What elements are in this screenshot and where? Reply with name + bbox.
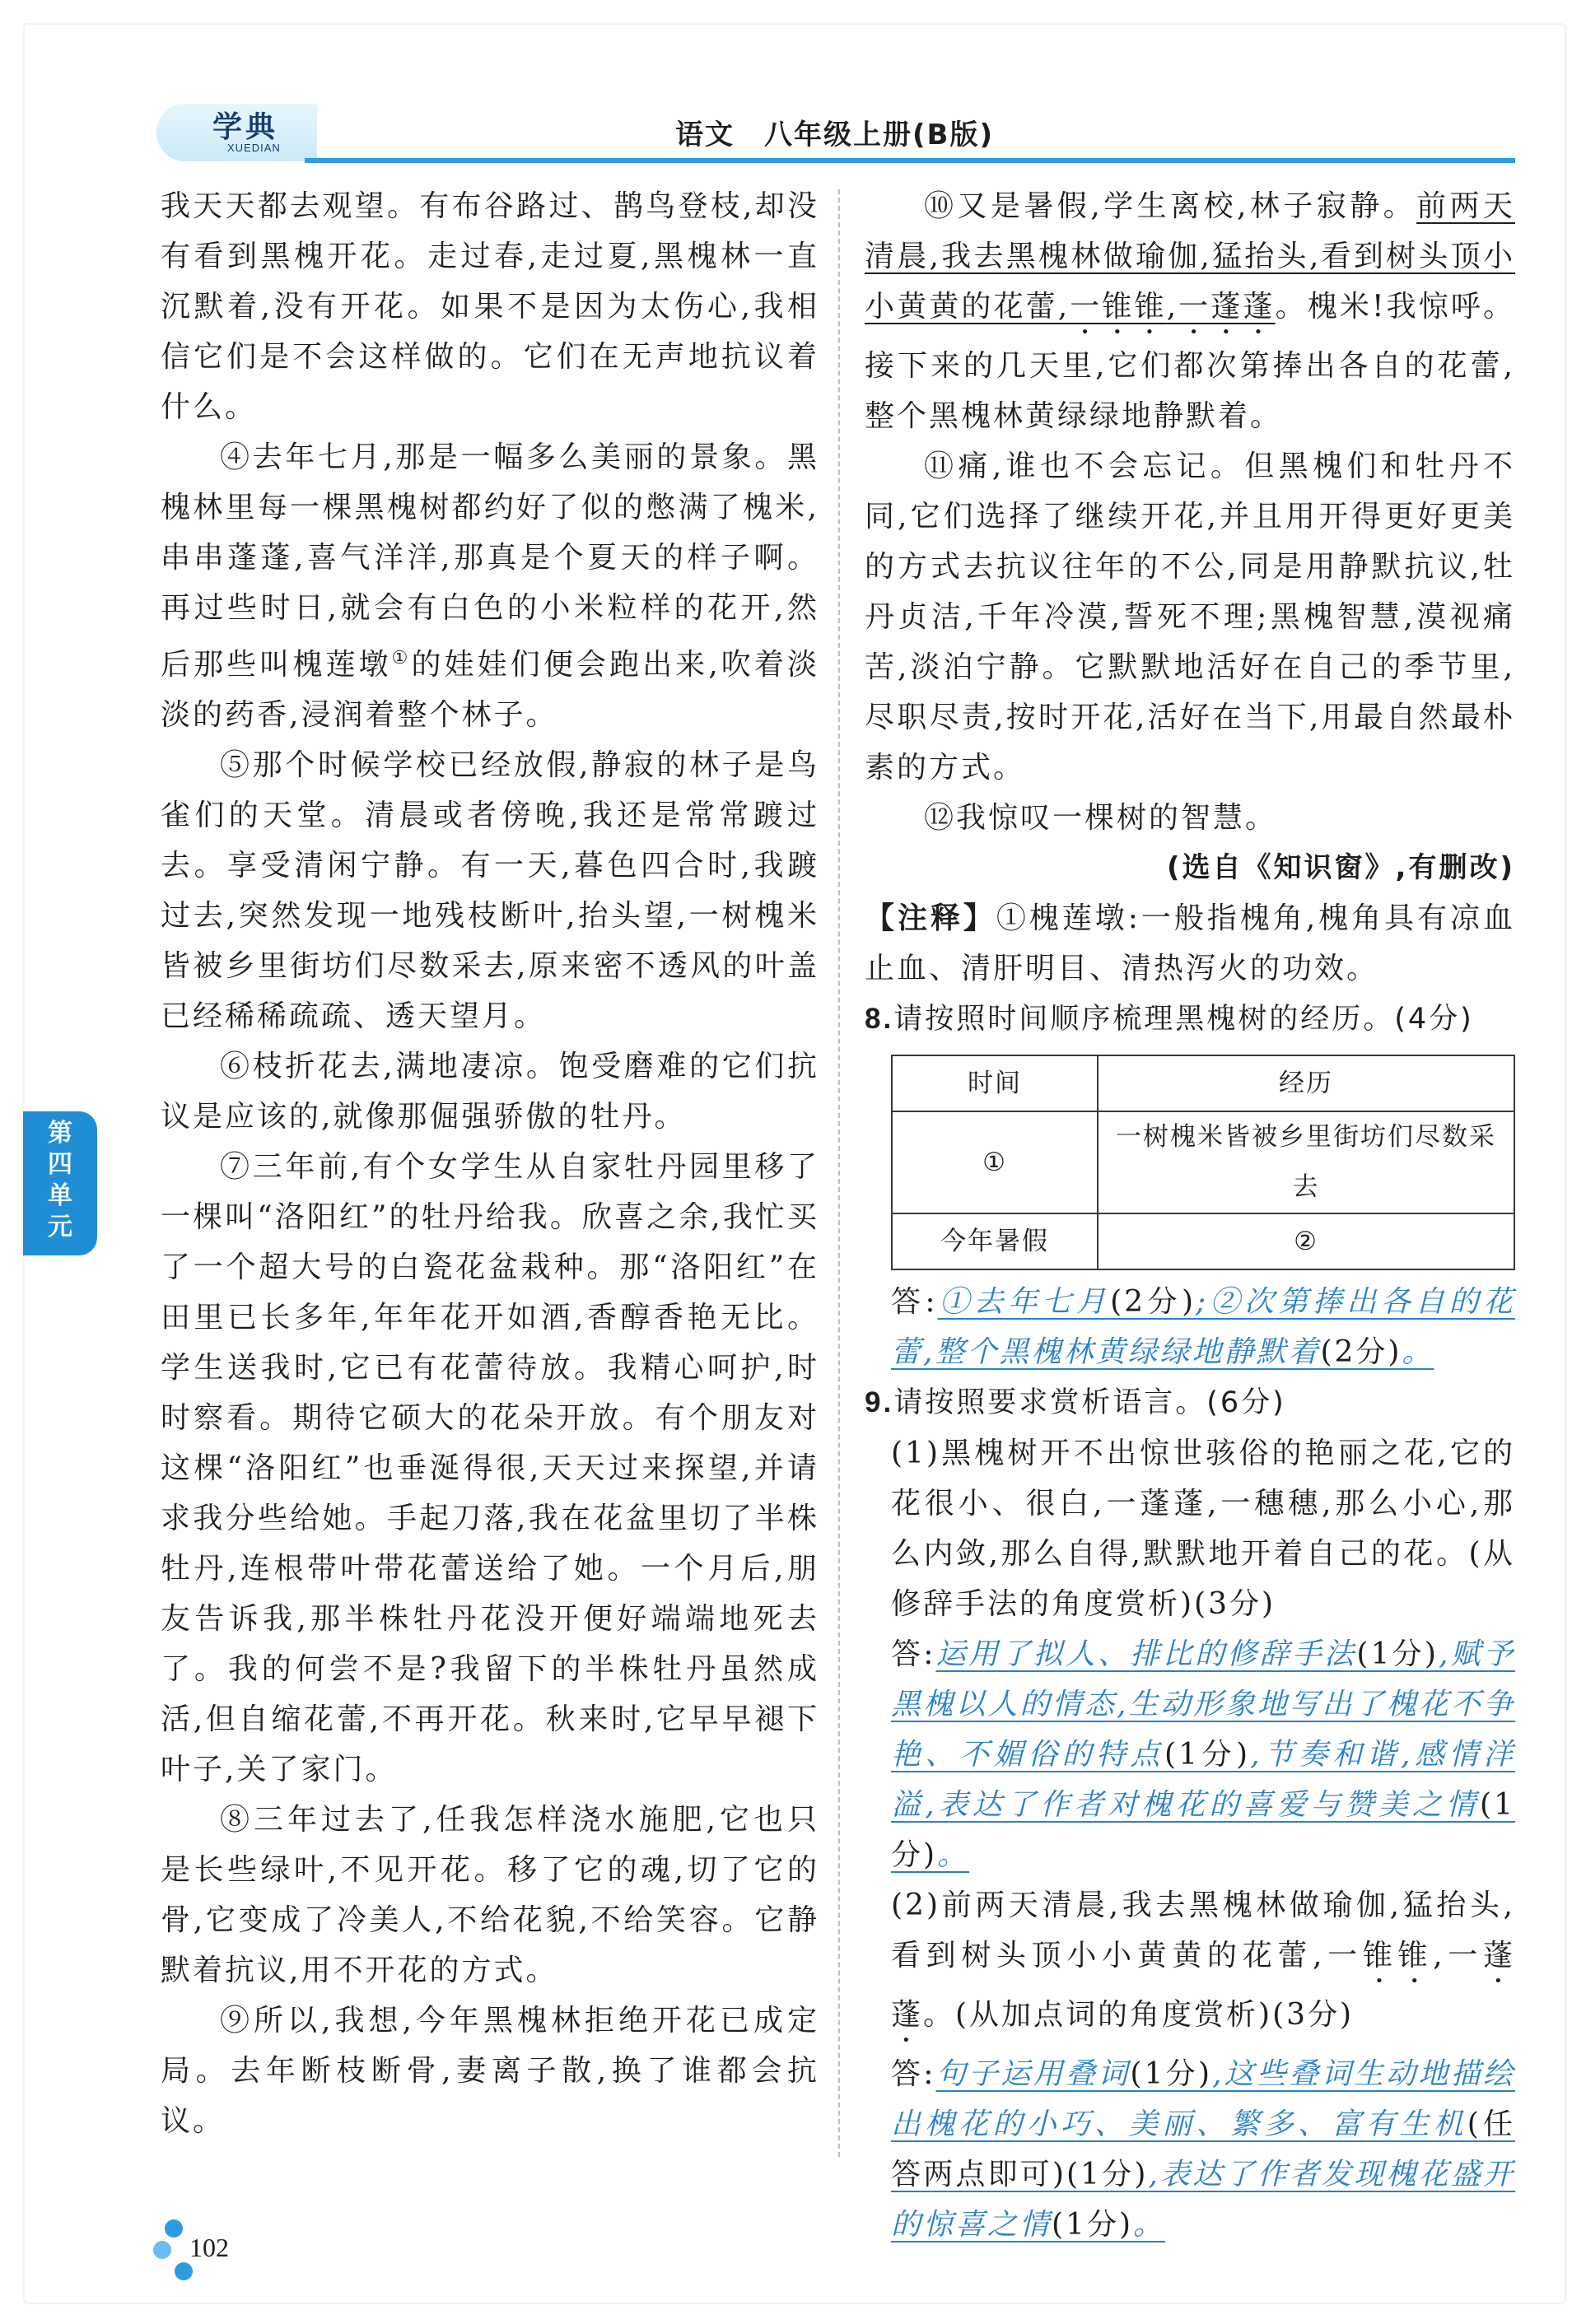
answer-score: (1分) bbox=[891, 1788, 1515, 1872]
table-cell: 今年暑假 bbox=[892, 1213, 1098, 1269]
paragraph-10-start: ⑩又是暑假,学生离校,林子寂静。 bbox=[924, 189, 1417, 223]
paragraph-6: ⑥枝折花去,满地凄凉。饱受磨难的它们抗议是应该的,就像那倔强骄傲的牡丹。 bbox=[161, 1050, 819, 1134]
answer-text: ,这些叠词生动地描绘出槐花的小巧、美丽、繁多、富有生机 bbox=[891, 2057, 1515, 2141]
paragraph-3-end: 我天天都去观望。有布谷路过、鹊鸟登枝,却没有看到黑槐开花。走过春,走过夏,黑槐林一直沉默着,没有开花。如果不是因为太伤心,我相信它们是不会这样做的。它们在无声地抗议着什么。 bbox=[161, 189, 819, 424]
page-header bbox=[156, 104, 1515, 161]
table-row bbox=[892, 1213, 1514, 1269]
answer-text: ;②次第捧出各自的花蕾,整个黑槐林黄绿绿地静默着 bbox=[891, 1285, 1515, 1369]
answer-end: 。 bbox=[937, 1838, 970, 1872]
answer-text: ,表达了作者发现槐花盛开的惊喜之情 bbox=[891, 2158, 1515, 2242]
answer-text: ,赋予黑槐以人的情态,生动形象地写出了槐花不争艳、不媚俗的特点 bbox=[891, 1637, 1515, 1772]
answer-score: (1分) bbox=[1052, 2208, 1134, 2242]
answer-end: 。 bbox=[1402, 1335, 1434, 1369]
answer-text: ,节奏和谐,感情洋溢,表达了作者对槐花的喜爱与赞美之情 bbox=[891, 1738, 1515, 1822]
answer-8 bbox=[865, 1277, 1515, 1377]
left-column bbox=[161, 181, 819, 2146]
dotted-word: 一蓬蓬 bbox=[1178, 290, 1276, 324]
right-column bbox=[865, 181, 1515, 2250]
question-9-1: (1)黑槐树开不出惊世骇俗的艳丽之花,它的花很小、很白,一蓬蓬,一穗穗,那么小心,那么内敛,那么自得,默默地开着自己的花。(从修辞手法的角度赏析)(3分) bbox=[891, 1437, 1515, 1621]
paragraph-7: ⑦三年前,有个女学生从自家牡丹园里移了一棵叫“洛阳红”的牡丹给我。欣喜之余,我忙买了一个超大号的白瓷花盆栽种。那“洛阳红”在田里已长多年,年年花开如酒,香醇香艳无比。学生送我时,它已有花蕾待放。我精心呵护,时时察看。期待它硕大的花朵开放。有个朋友对这棵“洛阳红”也垂涎得很,天天过来探望,并请求我分些给她。手起刀落,我在花盆里切了半株牡丹,连根带叶带花蕾送给了她。一个月后,朋友告诉我,那半株牡丹花没开便好端端地死去了。我的何尝不是?我留下的半株牡丹虽然成活,但自缩花蕾,不再开花。秋来时,它早早褪下叶子,关了家门。 bbox=[161, 1150, 819, 1786]
answer-score: (1分) bbox=[1164, 1738, 1251, 1772]
question-text: ,一 bbox=[1433, 1939, 1483, 1972]
question-text: 请按照要求赏析语言。(6分) bbox=[893, 1386, 1286, 1419]
comma: , bbox=[1166, 290, 1179, 324]
table-row bbox=[892, 1111, 1514, 1213]
annotation-label: 【注释】 bbox=[865, 901, 996, 935]
side-tab-char: 元 bbox=[48, 1213, 72, 1241]
question-number: 9. bbox=[865, 1386, 894, 1418]
paragraph-12: ⑫我惊叹一棵树的智慧。 bbox=[924, 801, 1278, 835]
footnote-marker: ① bbox=[391, 648, 412, 668]
answer-score: (2分) bbox=[1110, 1285, 1196, 1319]
answer-9-1 bbox=[865, 1629, 1515, 1880]
paragraph-9: ⑨所以,我想,今年黑槐林拒绝开花已成定局。去年断枝断骨,妻离子散,换了谁都会抗议。 bbox=[161, 2004, 819, 2138]
paragraph-4-text-end: 的娃娃们便会跑出来,吹着淡淡的药香,浸润着整个林子。 bbox=[161, 648, 819, 732]
book-title: 语文 八年级上册(B版) bbox=[675, 119, 994, 151]
hexagon-icon bbox=[175, 2262, 193, 2280]
answer-text: 运用了拟人、排比的修辞手法 bbox=[935, 1637, 1357, 1671]
question-number: 8. bbox=[865, 1003, 894, 1035]
question-9-2 bbox=[865, 1880, 1515, 2049]
answer-end: 。 bbox=[1133, 2208, 1166, 2242]
answer-label: 答: bbox=[891, 2057, 936, 2091]
paragraph-8: ⑧三年过去了,任我怎样浇水施肥,它也只是长些绿叶,不见开花。移了它的魂,切了它的骨,它变成了冷美人,不给花貌,不给笑容。它静默着抗议,用不开花的方式。 bbox=[161, 1803, 819, 1987]
answer-score: (任答两点即可)(1分) bbox=[891, 2107, 1515, 2191]
unit-side-tab bbox=[23, 1111, 97, 1255]
table-cell: ② bbox=[1098, 1213, 1514, 1269]
answer-text: ①去年七月 bbox=[937, 1285, 1111, 1319]
underlined-sentence: 前两天清晨,我去黑槐林做瑜伽,猛抬头,看到树头顶小小黄黄的花蕾, bbox=[865, 189, 1515, 324]
table-cell: 一树槐米皆被乡里街坊们尽数采去 bbox=[1098, 1111, 1514, 1213]
answer-label: 答: bbox=[891, 1637, 936, 1671]
side-tab-char: 第 bbox=[48, 1119, 72, 1148]
paragraph-5: ⑤那个时候学校已经放假,静寂的林子是鸟雀们的天堂。清晨或者傍晚,我还是常常踱过去。享受清闲宁静。有一天,暮色四合时,我踱过去,突然发现一地残枝断叶,抬头望,一树槐米皆被乡里街坊们尽数采去,原来密不透风的叶盖已经稀稀疏疏、透天望月。 bbox=[161, 748, 819, 1033]
annotation-text: ①槐莲墩:一般指槐角,槐角具有凉血止血、清肝明目、清热泻火的功效。 bbox=[865, 901, 1515, 985]
question-text: 。(从加点词的角度赏析)(3分) bbox=[923, 1998, 1355, 2032]
answer-9-2 bbox=[865, 2049, 1515, 2250]
dotted-word: 一锥锥 bbox=[1070, 290, 1167, 324]
publisher-logo bbox=[156, 104, 317, 161]
table-cell: ① bbox=[892, 1111, 1098, 1213]
paragraph-11: ⑪痛,谁也不会忘记。但黑槐们和牡丹不同,它们选择了继续开花,并且用开得更好更美的方式去抗议往年的不公,同是用静默抗议,牡丹贞洁,千年冷漠,誓死不理;黑槐智慧,漠视痛苦,淡泊宁静。它默默地活好在自己的季节里,尽职尽责,按时开花,活好在当下,用最自然最朴素的方式。 bbox=[865, 449, 1515, 785]
answer-score: (1分) bbox=[1356, 1637, 1439, 1671]
paragraph-10 bbox=[865, 181, 1515, 441]
logo-title: 学典 bbox=[212, 109, 279, 144]
dotted-word: 蓬蓬 bbox=[891, 1939, 1515, 2032]
paragraph-10-end: 。槐米!我惊呼。接下来的几天里,它们都次第捧出各自的花蕾,整个黑槐林黄绿绿地静默着。 bbox=[865, 290, 1515, 433]
page-number: 102 bbox=[189, 2233, 229, 2262]
question-text: (2)前两天清晨,我去黑槐林做瑜伽,猛抬头,看到树头顶小小黄黄的花蕾,一 bbox=[891, 1889, 1515, 1972]
side-tab-char: 单 bbox=[48, 1181, 72, 1210]
annotation bbox=[865, 893, 1515, 994]
paragraph-4-text: ④去年七月,那是一幅多么美丽的景象。黑槐林里每一棵黑槐树都约好了似的憋满了槐米,串串蓬蓬,喜气洋洋,那真是个夏天的样子啊。再过些时日,就会有白色的小米粒样的花开,然后那些叫槐莲墩 bbox=[161, 440, 819, 682]
timeline-table bbox=[891, 1055, 1515, 1270]
question-9 bbox=[865, 1377, 1515, 1428]
side-tab-char: 四 bbox=[48, 1150, 72, 1179]
logo-subtitle: XUEDIAN bbox=[227, 142, 281, 154]
answer-score: (1分) bbox=[1130, 2057, 1212, 2091]
dotted-word: 锥锥 bbox=[1362, 1939, 1434, 1972]
hexagon-icon bbox=[165, 2219, 183, 2238]
paragraph-4 bbox=[161, 432, 819, 740]
header-rule bbox=[305, 158, 1515, 163]
source-citation: (选自《知识窗》,有删改) bbox=[1167, 851, 1515, 884]
hexagon-icon bbox=[153, 2241, 171, 2259]
table-header-row bbox=[892, 1055, 1514, 1111]
column-divider bbox=[838, 189, 840, 2157]
answer-text: 句子运用叠词 bbox=[935, 2057, 1131, 2091]
table-header: 经历 bbox=[1098, 1055, 1514, 1111]
table-header: 时间 bbox=[892, 1055, 1098, 1111]
answer-label: 答: bbox=[891, 1285, 938, 1319]
question-8 bbox=[865, 994, 1515, 1045]
answer-score: (2分) bbox=[1320, 1335, 1402, 1369]
question-text: 请按照时间顺序梳理黑槐树的经历。(4分) bbox=[893, 1003, 1474, 1036]
